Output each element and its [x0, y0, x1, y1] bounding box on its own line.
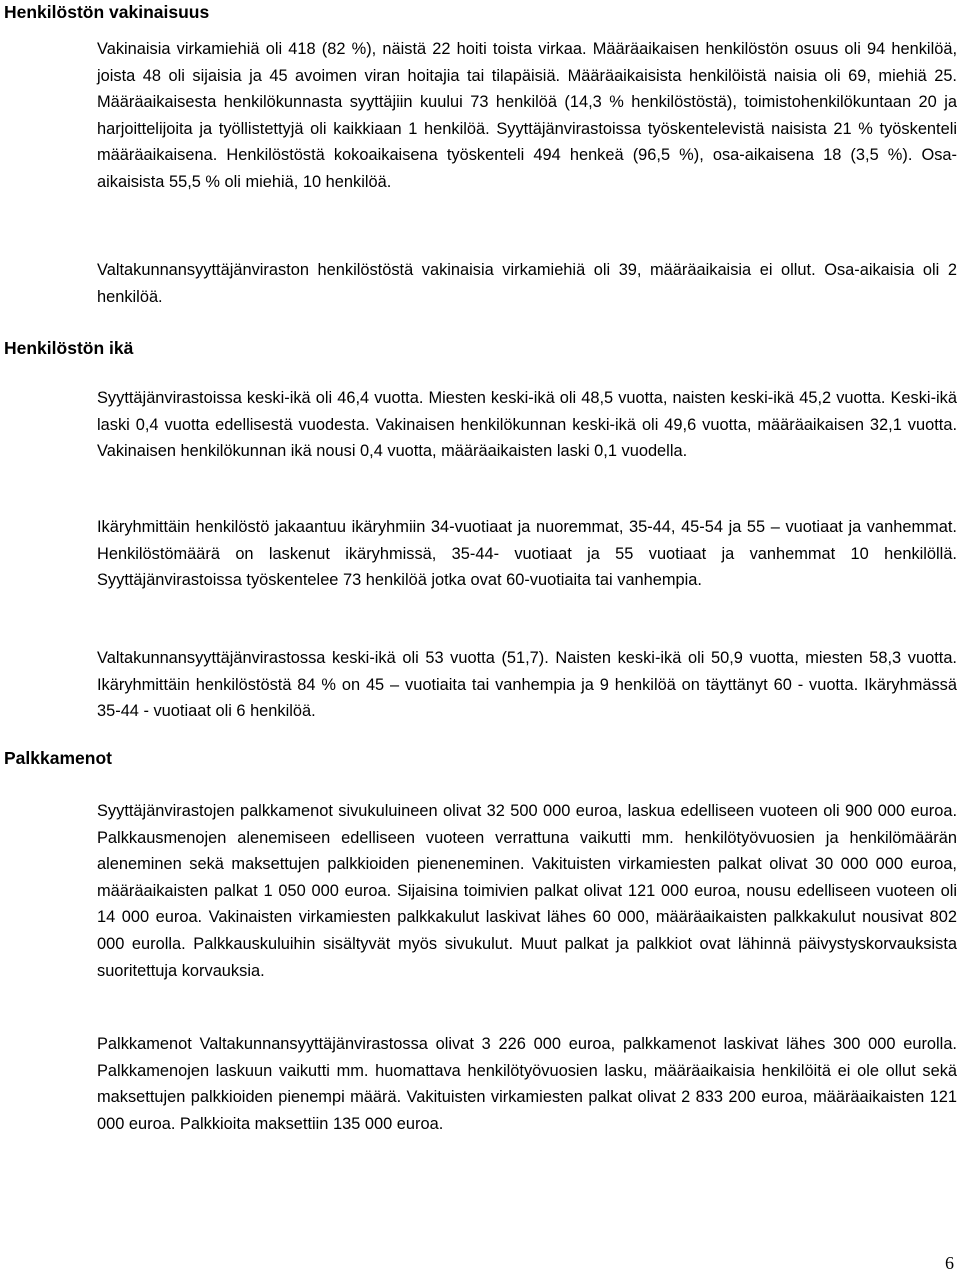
paragraph-palkkamenot-2: Palkkamenot Valtakunnansyyttäjänvirastossa olivat 3 226 000 euroa, palkkamenot laskivat lähes 300 000 eurolla. Palkkamenojen laskuun vaikutti mm. huomattava henkilötyövuosien lasku, määräaikaisia henkilöitä ei ole ollut sekä maksettujen palkkioiden pienempi määrä. Vakituisten virkamiesten palkat olivat 2 833 200 euroa, määräaikaisten 121 000 euroa. Palkkioita maksettiin 135 000 euroa.: [97, 1035, 957, 1133]
heading-palkkamenot: Palkkamenot: [4, 748, 112, 768]
page-number: 6: [945, 1253, 954, 1273]
heading-henkiloston-vakinaisuus: Henkilöstön vakinaisuus: [4, 2, 210, 22]
heading-henkiloston-ika: Henkilöstön ikä: [4, 338, 134, 358]
paragraph-ika-3: Valtakunnansyyttäjänvirastossa keski-ikä oli 53 vuotta (51,7). Naisten keski-ikä oli 50,9 vuotta, miesten 58,3 vuotta. Ikäryhmittäin henkilöstöstä 84 % on 45 – vuotiaita tai vanhempia ja 9 henkilöä on täyttänyt 60 - vuotta. Ikäryhmässä 35-44 - vuotiaat oli 6 henkilöä.: [97, 649, 957, 721]
paragraph-ika-2: Ikäryhmittäin henkilöstö jakaantuu ikäryhmiin 34-vuotiaat ja nuoremmat, 35-44, 45-54 ja 55 – vuotiaat ja vanhemmat. Henkilöstömäärä on laskenut ikäryhmissä, 35-44- vuotiaat ja 55 vuotiaat ja vanhemmat 10 henkilöllä. Syyttäjänvirastoissa työskentelee 73 henkilöä jotka ovat 60-vuotiaita tai vanhempia.: [97, 518, 957, 590]
paragraph-vakinaisuus-1: Vakinaisia virkamiehiä oli 418 (82 %), näistä 22 hoiti toista virkaa. Määräaikaisen henkilöstön osuus oli 94 henkilöä, joista 48 oli sijaisia ja 45 avoimen viran hoitajia tai tilapäisiä. Määräaikaisista henkilöistä naisia oli 69, miehiä 25. Määräaikaisesta henkilökunnasta syyttäjiin kuului 73 henkilöä (14,3 % henkilöstöstä), toimistohenkilökuntaan 20 ja harjoittelijoita ja työllistettyjä oli kaikkiaan 1 henkilöä. Syyttäjänvirastoissa työskentelevistä naisista 21 % työskenteli määräaikaisena. Henkilöstöstä kokoaikaisena työskenteli 494 henkeä (96,5 %), osa-aikaisena 18 (3,5 %). Osa-aikaisista 55,5 % oli miehiä, 10 henkilöä.: [97, 40, 957, 191]
paragraph-ika-1: Syyttäjänvirastoissa keski-ikä oli 46,4 vuotta. Miesten keski-ikä oli 48,5 vuotta, naisten keski-ikä 45,2 vuotta. Keski-ikä laski 0,4 vuotta edellisestä vuodesta. Vakinaisen henkilökunnan keski-ikä oli 49,6 vuotta, määräaikaisen 32,1 vuotta. Vakinaisen henkilökunnan ikä nousi 0,4 vuotta, määräaikaisten laski 0,1 vuodella.: [97, 389, 957, 461]
paragraph-palkkamenot-1: Syyttäjänvirastojen palkkamenot sivukuluineen olivat 32 500 000 euroa, laskua edelliseen vuoteen oli 900 000 euroa. Palkkausmenojen alenemiseen edelliseen vuoteen verrattuna vaikutti mm. henkilötyövuosien ja henkilömäärän aleneminen sekä maksettujen palkkioiden pieneneminen. Vakituisten virkamiesten palkat olivat 30 000 000 euroa, määräaikaisten palkat 1 050 000 euroa. Sijaisina toimivien palkat olivat 121 000 euroa, nousu edelliseen vuoteen oli 14 000 euroa. Vakinaisten virkamiesten palkkakulut laskivat lähes 60 000, määräaikaisten palkkakulut nousivat 802 000 eurolla. Palkkauskuluihin sisältyvät myös sivukulut. Muut palkat ja palkkiot ovat lähinnä päivystyskorvauksista suoritettuja korvauksia.: [97, 802, 957, 980]
paragraph-vakinaisuus-2: Valtakunnansyyttäjänviraston henkilöstöstä vakinaisia virkamiehiä oli 39, määräaikaisia ei ollut. Osa-aikaisia oli 2 henkilöä.: [97, 261, 957, 306]
